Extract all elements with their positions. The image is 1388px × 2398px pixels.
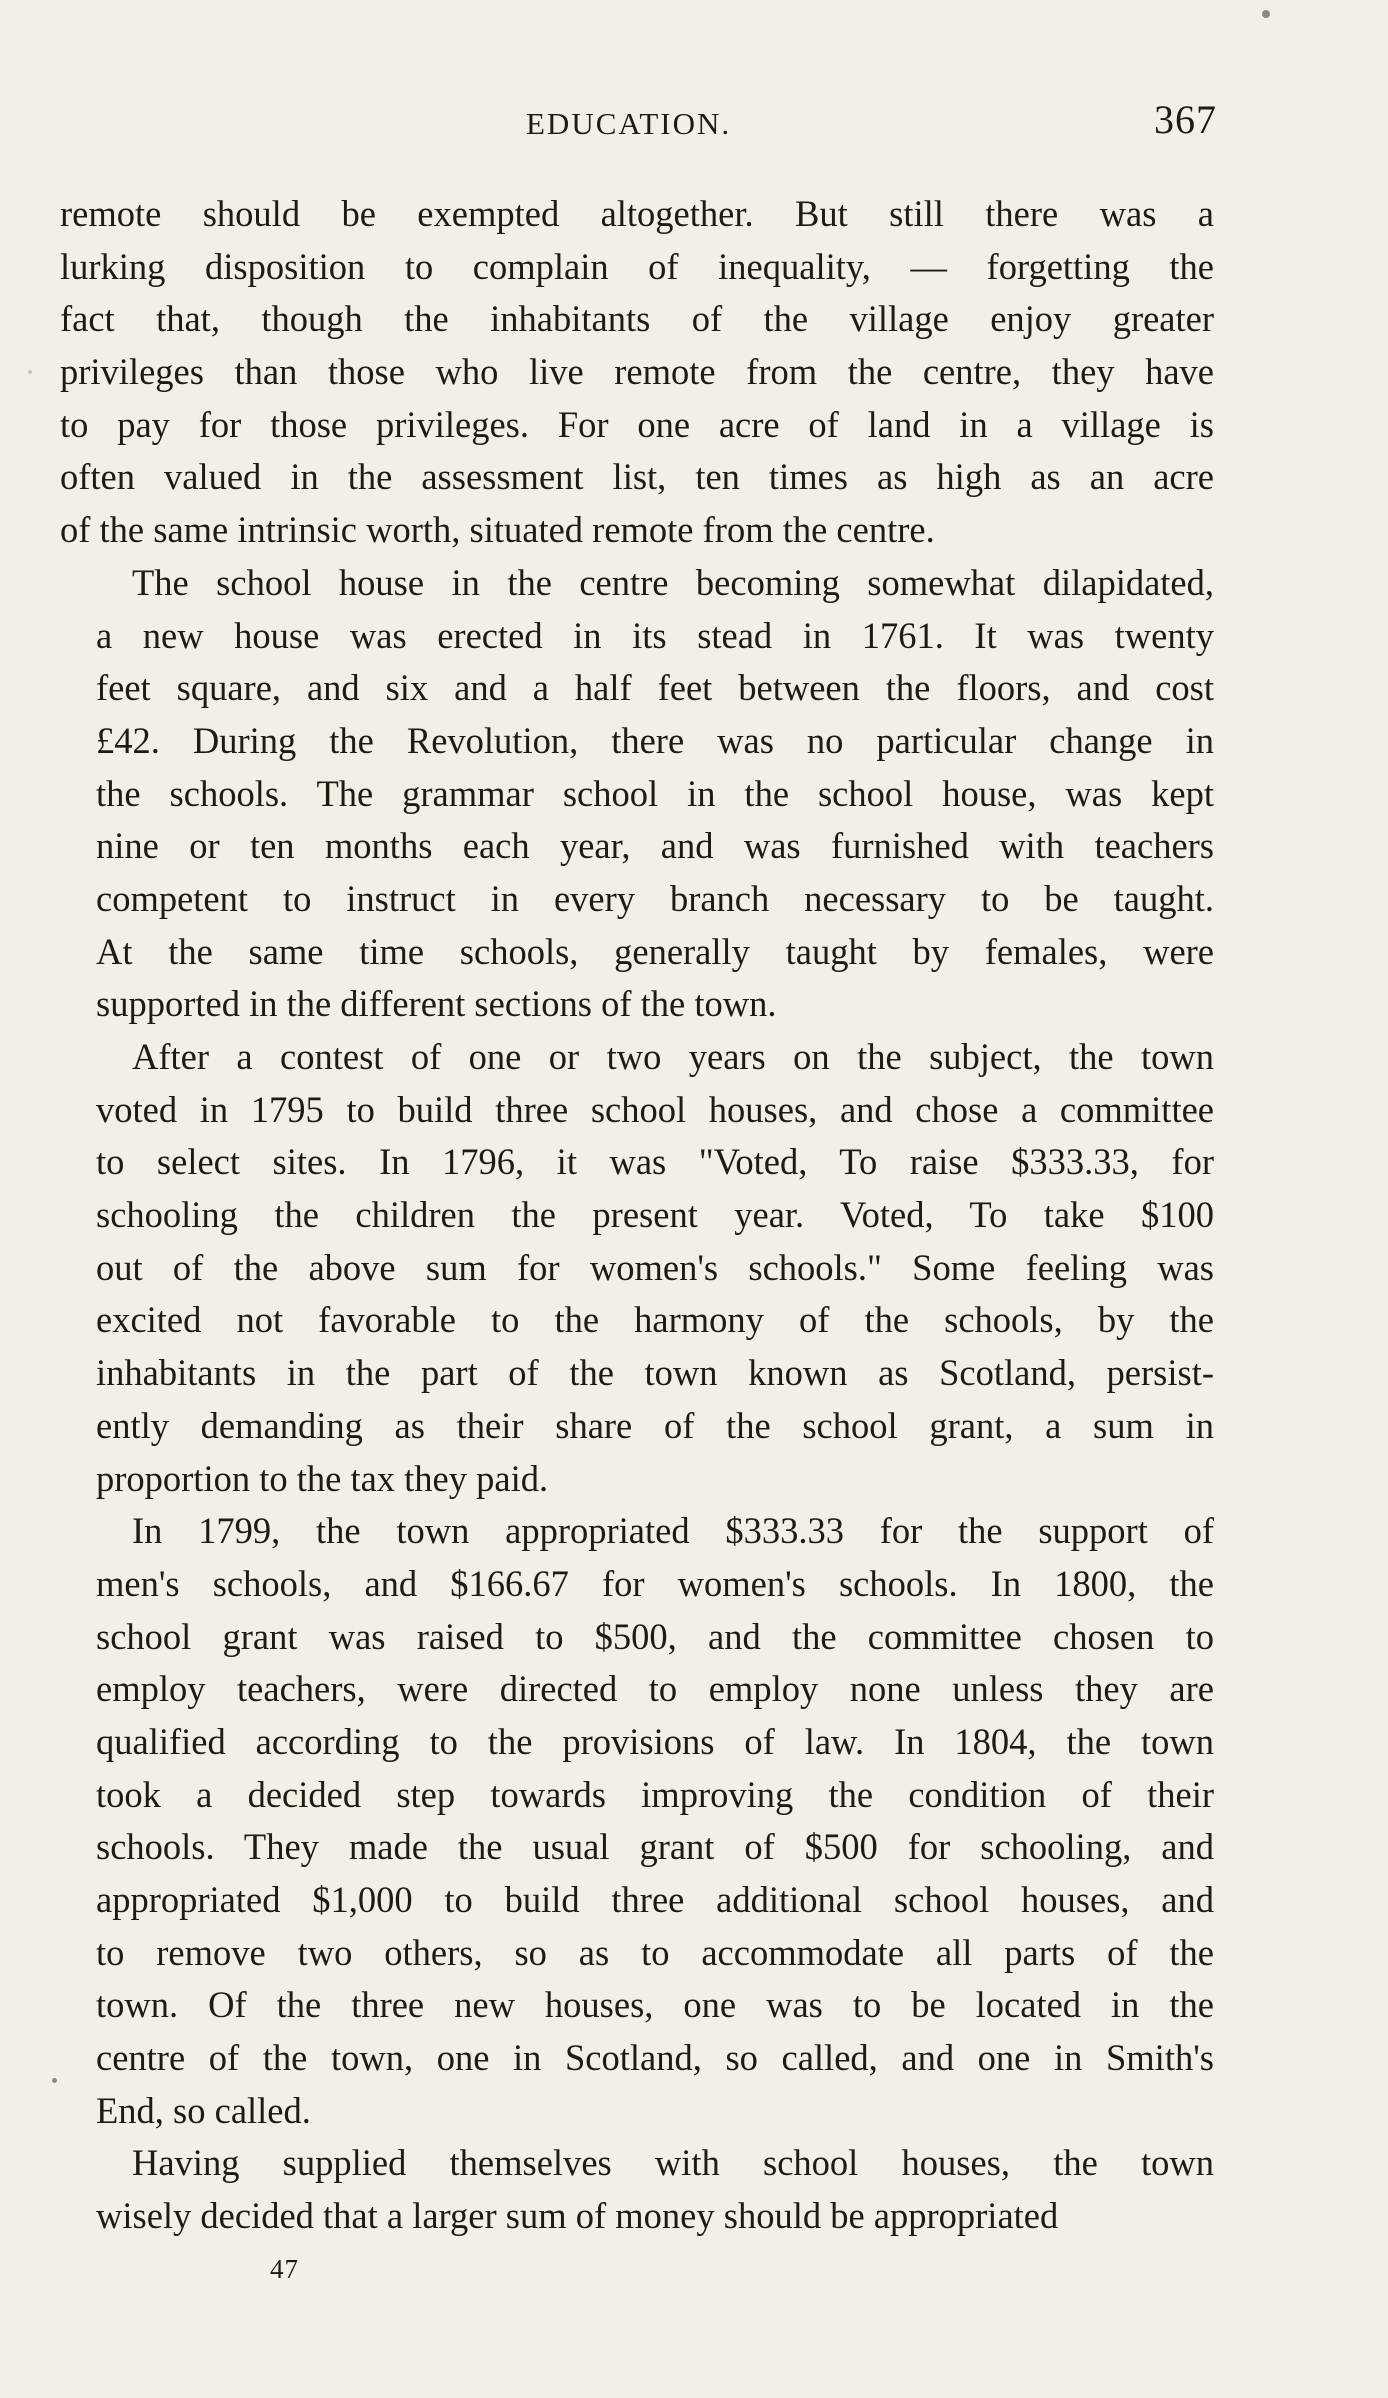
- signature-mark: 47: [270, 2254, 299, 2284]
- paragraph: [60, 1505, 1214, 2137]
- text-line: town. Of the three new houses, one was to be located in the: [96, 1984, 1214, 2026]
- text-line: After a contest of one or two years on the subject, the town: [132, 1036, 1214, 1077]
- text-line: Having supplied themselves with school houses, the town: [132, 2142, 1214, 2184]
- text-line: In 1799, the town appropriated $333.33 for the support of: [132, 1510, 1214, 1552]
- text-line: appropriated $1,000 to build three additional school houses, and: [96, 1879, 1214, 1920]
- text-line: feet square, and six and a half feet between the floors, and cost: [96, 667, 1214, 709]
- text-line: competent to instruct in every branch necessary to be taught.: [96, 877, 1214, 919]
- text-line: £42. During the Revolution, there was no particular change in: [96, 719, 1214, 761]
- text-line: to remove two others, so as to accommodate all parts of the: [96, 1931, 1214, 1973]
- text-line: supported in the different sections of the town.: [96, 983, 777, 1025]
- text-line: End, so called.: [96, 2089, 311, 2131]
- text-line: remote should be exempted altogether. But still there was a: [60, 193, 1214, 234]
- paper-speck: [28, 370, 32, 374]
- text-line: At the same time schools, generally taught by females, were: [96, 930, 1214, 972]
- paper-speck: [52, 2078, 57, 2083]
- paper-speck: [1262, 10, 1270, 18]
- text-line: of the same intrinsic worth, situated remote from the centre.: [60, 509, 935, 551]
- text-line: schooling the children the present year. Voted, To take $100: [96, 1194, 1214, 1236]
- text-line: ently demanding as their share of the school grant, a sum in: [96, 1404, 1214, 1446]
- text-line: The school house in the centre becoming somewhat dilapidated,: [132, 561, 1214, 603]
- body-text: [60, 188, 1214, 2243]
- paragraph: [60, 2137, 1214, 2242]
- text-line: a new house was erected in its stead in 1761. It was twenty: [96, 614, 1214, 656]
- paragraph: [60, 1031, 1214, 1505]
- text-line: out of the above sum for women's schools." Some feeling was: [96, 1246, 1214, 1288]
- text-line: lurking disposition to complain of inequality, — forgetting the: [60, 245, 1214, 287]
- text-line: centre of the town, one in Scotland, so called, and one in Smith's: [96, 2037, 1214, 2079]
- text-line: to select sites. In 1796, it was "Voted, To raise $333.33, for: [96, 1141, 1214, 1183]
- running-head: EDUCATION.: [526, 106, 732, 141]
- text-line: inhabitants in the part of the town known as Scotland, persist-: [96, 1352, 1214, 1394]
- text-line: men's schools, and $166.67 for women's schools. In 1800, the: [96, 1562, 1214, 1604]
- page-header: [0, 97, 1388, 152]
- text-line: voted in 1795 to build three school houses, and chose a committee: [96, 1088, 1214, 1130]
- text-line: qualified according to the provisions of law. In 1804, the town: [96, 1720, 1214, 1762]
- text-line: nine or ten months each year, and was furnished with teachers: [96, 825, 1214, 867]
- text-line: excited not favorable to the harmony of the schools, by the: [96, 1299, 1214, 1341]
- text-line: fact that, though the inhabitants of the village enjoy greater: [60, 298, 1214, 340]
- paragraph: [60, 557, 1214, 1031]
- text-line: took a decided step towards improving the condition of their: [96, 1773, 1214, 1815]
- text-line: privileges than those who live remote from the centre, they have: [60, 351, 1214, 393]
- paragraph: [60, 188, 1214, 557]
- text-line: school grant was raised to $500, and the committee chosen to: [96, 1615, 1214, 1657]
- text-line: wisely decided that a larger sum of money should be appropriated: [96, 2195, 1059, 2237]
- page-number: 367: [1154, 97, 1217, 142]
- text-line: often valued in the assessment list, ten times as high as an acre: [60, 456, 1214, 498]
- text-line: proportion to the tax they paid.: [96, 1457, 549, 1499]
- text-line: to pay for those privileges. For one acre of land in a village is: [60, 403, 1214, 445]
- text-line: schools. They made the usual grant of $500 for schooling, and: [96, 1826, 1214, 1868]
- text-line: the schools. The grammar school in the school house, was kept: [96, 772, 1214, 814]
- text-line: employ teachers, were directed to employ none unless they are: [96, 1668, 1214, 1710]
